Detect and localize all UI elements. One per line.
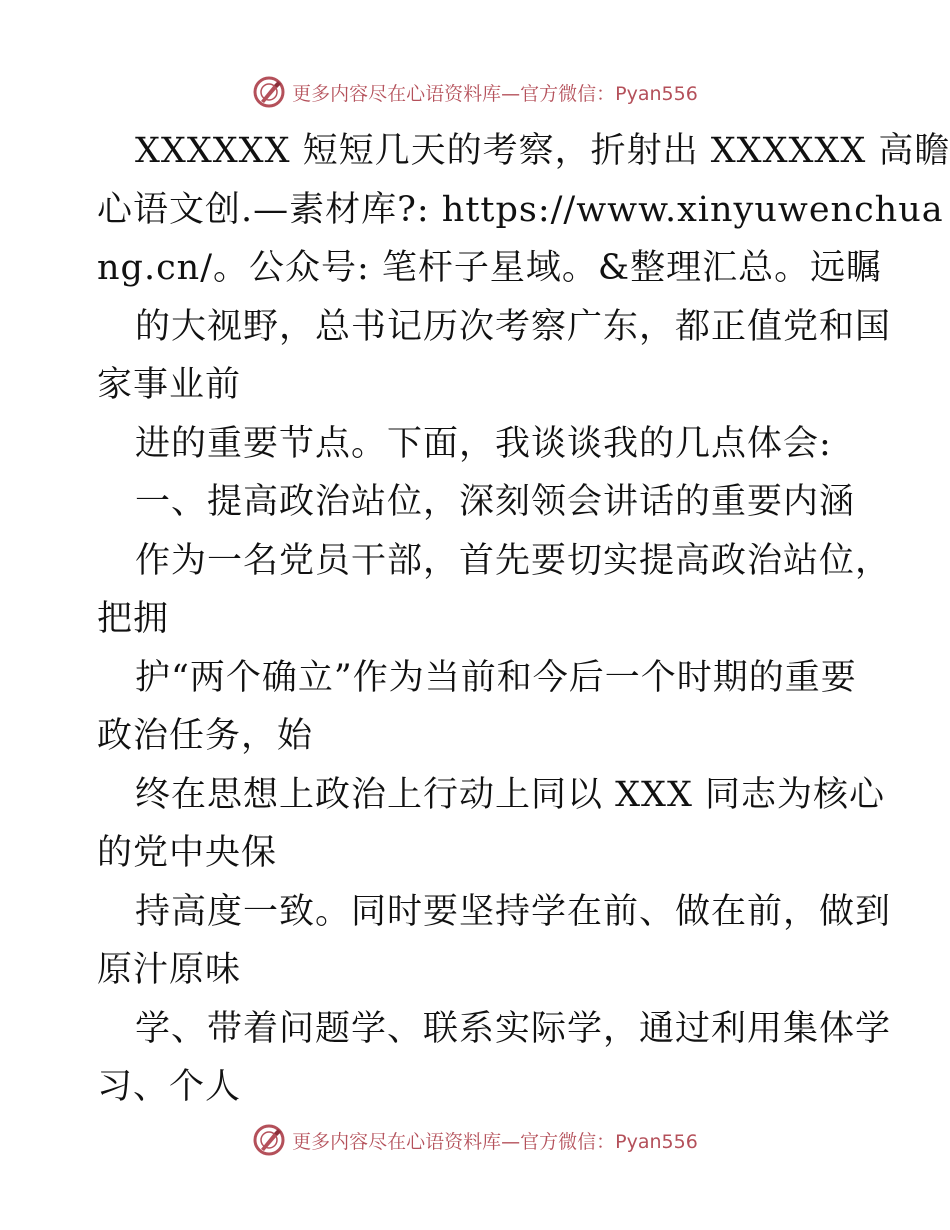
text-line: 政治任务，始 xyxy=(97,716,314,756)
footer-banner xyxy=(0,1120,950,1160)
text-line: 把拥 xyxy=(97,599,170,639)
text-line: 心语文创.—素材库?: https://www.xinyuwenchua xyxy=(97,189,944,230)
header-banner xyxy=(0,72,950,112)
banner-text: 更多内容尽在心语资料库—官方微信：Pyan556 xyxy=(292,82,698,105)
pen-nib-logo-icon xyxy=(252,1123,286,1157)
text-line: 习、个人 xyxy=(97,1067,242,1107)
banner-text: 更多内容尽在心语资料库—官方微信：Pyan556 xyxy=(292,1130,698,1153)
text-line: 的大视野，总书记历次考察广东，都正值党和国 xyxy=(135,306,892,347)
text-line: XXXXXX 短短几天的考察，折射出 XXXXXX 高瞻 xyxy=(135,131,950,171)
text-line: 家事业前 xyxy=(97,365,242,405)
text-line: 原汁原味 xyxy=(97,950,242,990)
pen-nib-logo-icon xyxy=(252,75,286,109)
text-line: 护“两个确立”作为当前和今后一个时期的重要 xyxy=(135,657,857,698)
text-line: 的党中央保 xyxy=(97,833,278,873)
text-line: ng.cn/。公众号: 笔杆子星域。&整理汇总。远瞩 xyxy=(97,248,883,288)
text-line: 学、带着问题学、联系实际学，通过利用集体学 xyxy=(135,1008,892,1049)
text-line: 进的重要节点。下面，我谈谈我的几点体会: xyxy=(135,423,832,464)
document-body xyxy=(97,122,950,1117)
text-line: 一、提高政治站位，深刻领会讲话的重要内涵 xyxy=(135,482,856,522)
text-line: 持高度一致。同时要坚持学在前、做在前，做到 xyxy=(135,891,892,932)
text-line: 作为一名党员干部，首先要切实提高政治站位， xyxy=(135,540,892,581)
text-line: 终在思想上政治上行动上同以 XXX 同志为核心 xyxy=(135,774,886,815)
